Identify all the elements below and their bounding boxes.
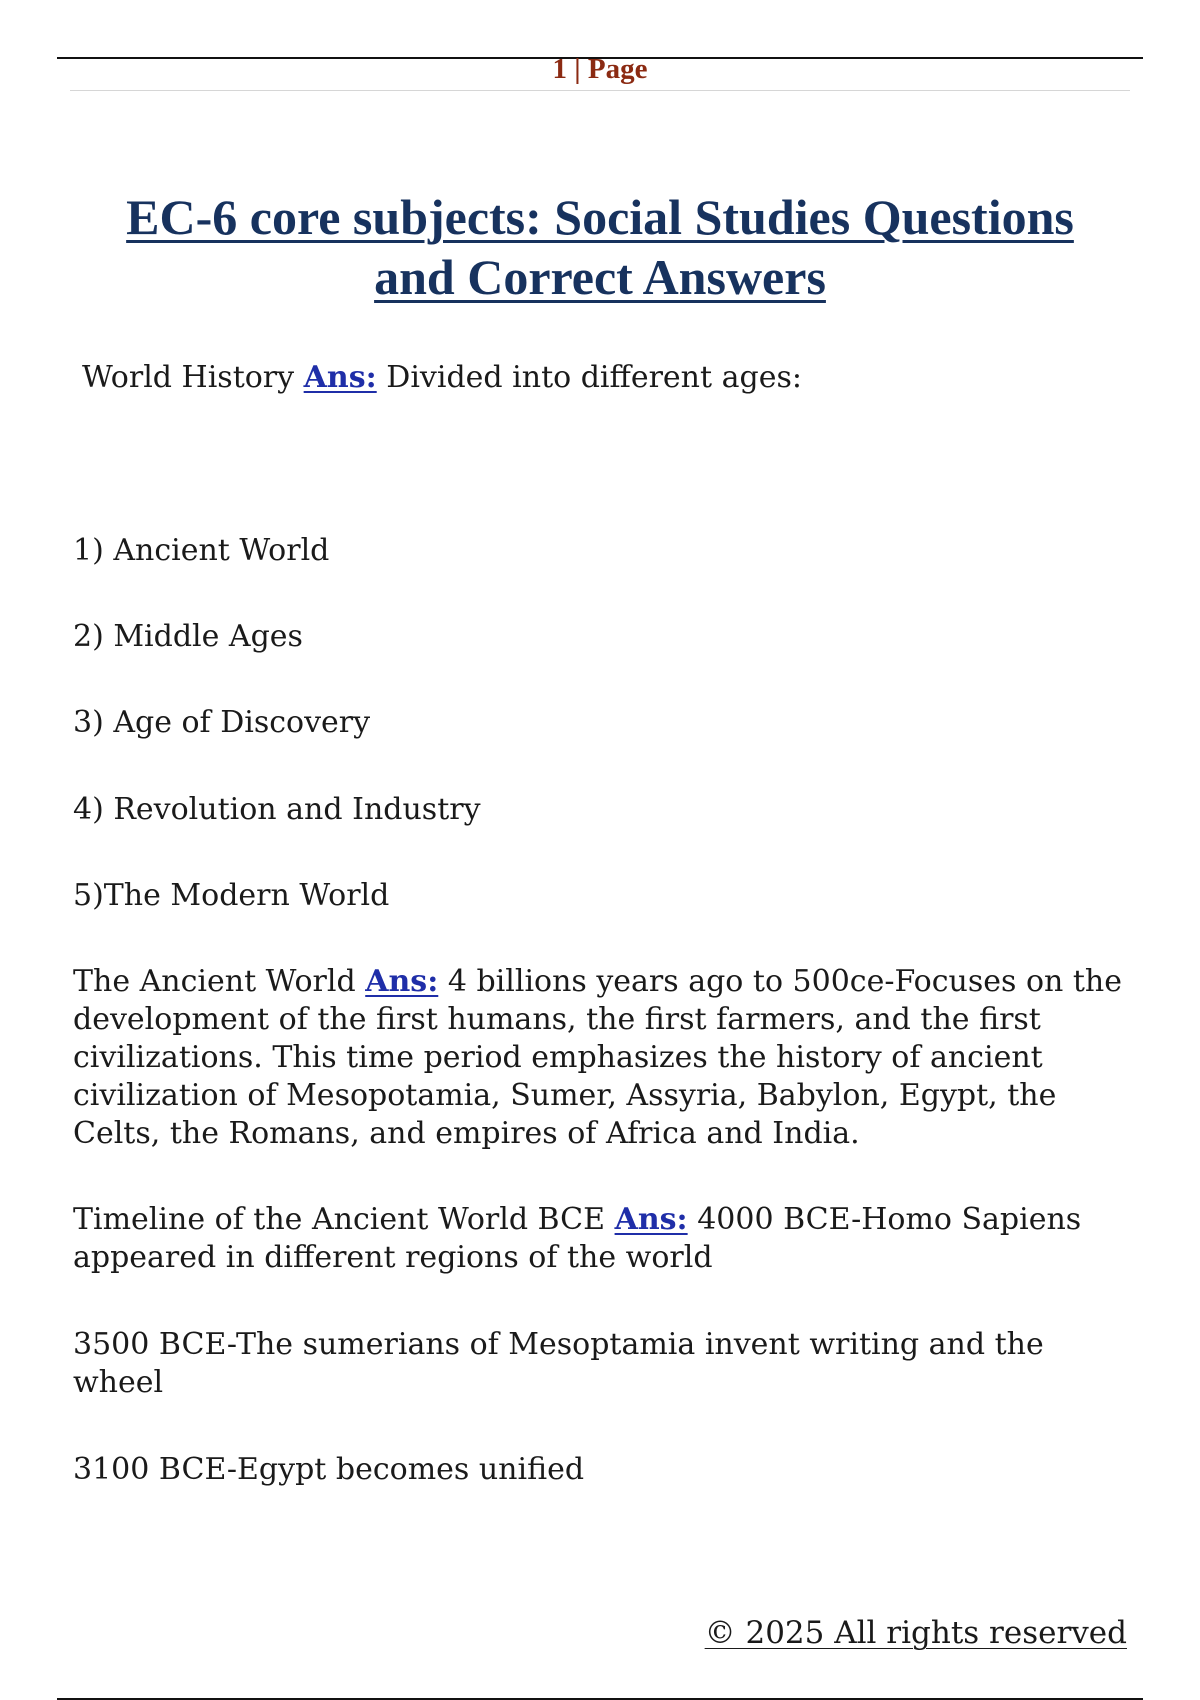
list-item-age-3: 3) Age of Discovery [73,705,371,740]
ans-link[interactable]: Ans: [365,964,439,999]
answer-text: Divided into different ages: [386,360,802,395]
qa-world-history [82,359,1142,397]
title-line-2: and Correct Answers [374,249,826,305]
page-title [60,187,1140,307]
list-item-age-5: 5)The Modern World [73,878,390,913]
ans-link[interactable]: Ans: [614,1202,688,1237]
list-item-age-2: 2) Middle Ages [73,619,303,654]
answer-text: 4 billions years ago to 500ce-Focuses on the development of the first humans, the first farmers, and the first civilizations. This time period emphasizes the history of ancient civilization of Mesopotamia, Sumer, Assyria, Babylon, Egypt, the Celts, the Romans, and empires of Africa and India. [73,964,1122,1151]
timeline-event-2: 3100 BCE-Egypt becomes unified [73,1452,585,1487]
qa-timeline [73,1201,1133,1277]
qa-ancient-world [73,963,1133,1153]
copyright-notice: © 2025 All rights reserved [704,1615,1127,1651]
list-item-age-1: 1) Ancient World [73,533,330,568]
question-text: World History [82,360,295,395]
title-line-1: EC-6 core subjects: Social Studies Questions [126,189,1074,245]
page-number-header: 1 | Page [552,53,648,85]
header-divider [70,90,1130,91]
list-item-age-4: 4) Revolution and Industry [73,792,481,827]
question-text: Timeline of the Ancient World BCE [73,1202,606,1237]
answer-text: 4000 BCE-Homo Sapiens appeared in different regions of the world [73,1202,1082,1275]
timeline-event-1: 3500 BCE-The sumerians of Mesoptamia invent writing and the wheel [73,1327,1044,1400]
question-text: The Ancient World [73,964,356,999]
ans-link[interactable]: Ans: [303,360,377,395]
